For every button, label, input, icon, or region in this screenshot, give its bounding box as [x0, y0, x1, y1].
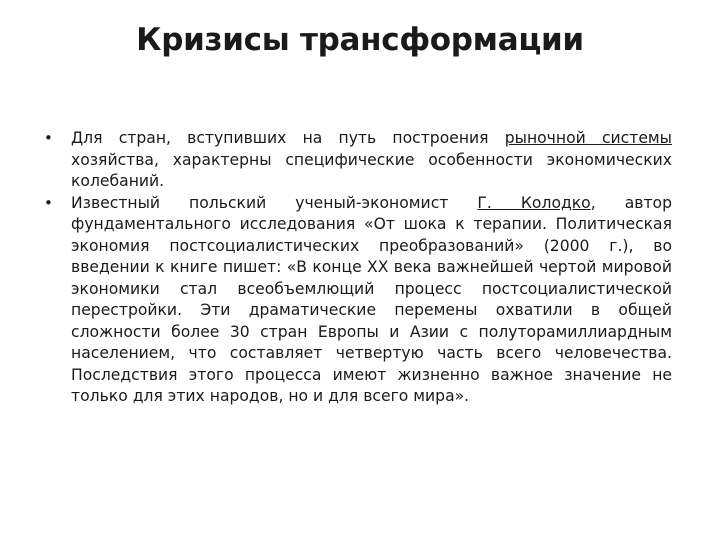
- slide-title: Кризисы трансформации: [136, 22, 584, 58]
- bullet-2-underlined-author: Г. Колодко: [477, 193, 591, 212]
- bullet-item-2: [44, 193, 672, 408]
- bullet-1-underlined-term: рыночной системы: [504, 129, 672, 147]
- bullet-1-text-start: Для стран, вступивших на путь построения: [71, 129, 505, 147]
- bullet-item-1: [44, 128, 672, 193]
- bullet-2-text-end: , автор фундаментального исследования «От шока к терапии. Политическая экономия постсоциалистических преобразований» (2000 г.), во введении к книге пишет: «В конце XX века важнейшей чертой мировой экономики стал всеобъемлющий процесс постсоциалистической перестройки. Эти драматические перемены охватили в общей сложности более 30 стран Европы и Азии с полуторамиллиардным населением, что составляет четвертую часть всего человечества. Последствия этого процесса имеют жизненно важное значение не только для этих народов, но и для всего мира».: [71, 193, 672, 405]
- bullet-list: [44, 128, 672, 408]
- bullet-marker: •: [44, 129, 53, 147]
- bullet-1-text-end: хозяйства, характерны специфические особенности экономических колебаний.: [71, 150, 672, 190]
- bullet-marker: •: [44, 193, 53, 212]
- bullet-2-text-start: Известный польский ученый-экономист: [71, 193, 478, 212]
